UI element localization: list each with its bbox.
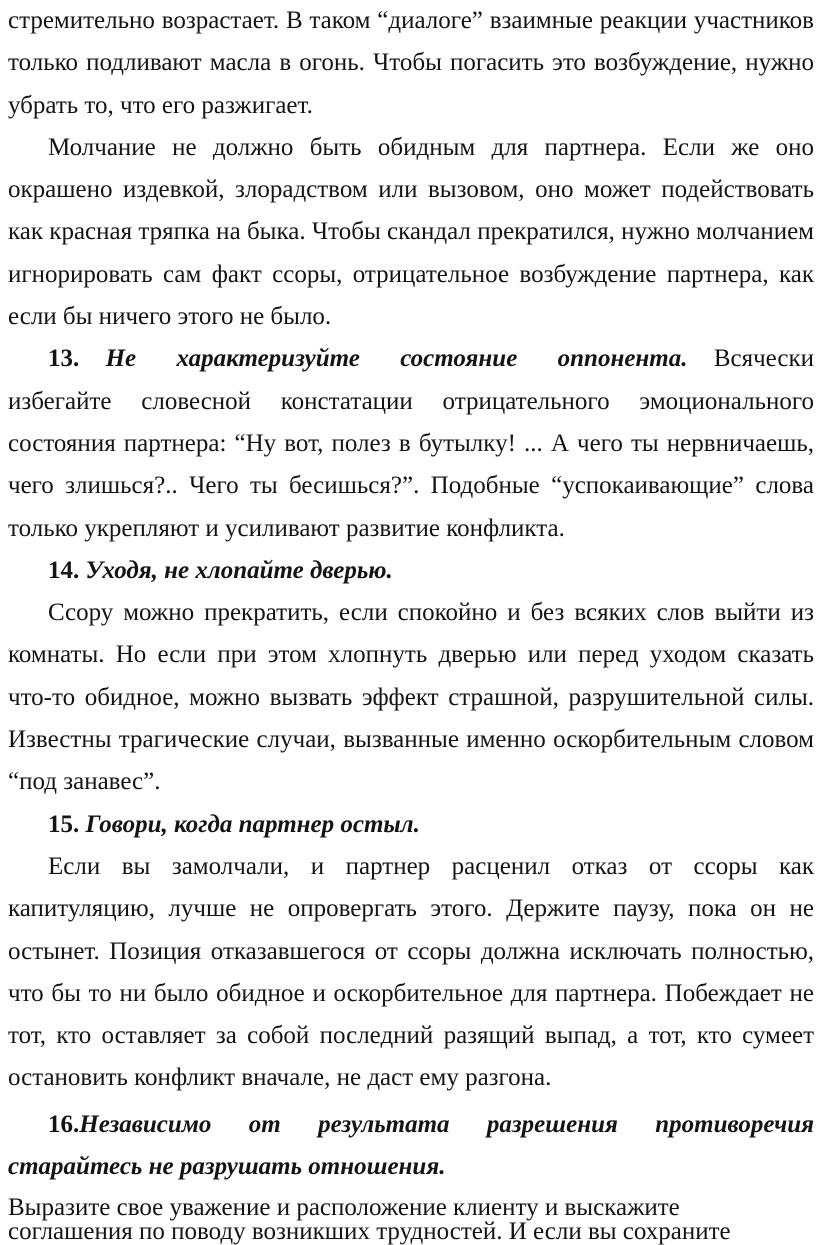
section-16-heading — [0, 1104, 816, 1189]
section-14-title: Уходя, не хлопайте дверью. — [85, 556, 393, 584]
closing-paragraph: Выразите свое уважение и расположение клиенту и выскажите соглашения по поводу возникших трудностей. И если вы сохраните — [8, 1194, 731, 1245]
paragraph-silence: Молчание не должно быть обидным для партнера. Если же оно окрашено издевкой, злорадством или вызовом, оно может подействовать как красная тряпка на быка. Чтобы скандал прекратился, нужно молчанием игнорировать сам факт ссоры, отрицательное возбуждение партнера, как если бы ничего этого не было. — [8, 133, 814, 331]
paragraph-continuation: стремительно возрастает. В таком “диалоге” взаимные реакции участников только подливают масла в огонь. Чтобы погасить это возбуждение, нужно убрать то, что его разжигает. — [8, 7, 814, 119]
section-13-text: Всячески избегайте словесной констатации отрицательного эмоционального состояния партнера: “Ну вот, полез в бутылку! ... А чего ты нервничаешь, чего злишься?.. Чего ты бесишься?”. Подобные “успокаивающие” слова только укрепляют и усиливают развитие конфликта. — [8, 345, 815, 542]
section-14-number: 14. — [48, 556, 80, 584]
section-16-number: 16. — [48, 1110, 80, 1138]
section-13 — [0, 338, 816, 549]
section-15-text: Если вы замолчали, и партнер расценил отказ от ссоры как капитуляцию, лучше не опровергать этого. Держите паузу, пока он не остынет. Позиция отказавшегося от ссоры должна исключать полностью, что бы то ни было обидное и оскорбительное для партнера. Побеждает не тот, кто оставляет за собой последний разящий выпад, а тот, кто сумеет остановить конфликт вначале, не даст ему разгона. — [8, 852, 814, 1092]
section-15-number: 15. — [48, 810, 80, 838]
section-14-heading — [0, 550, 816, 592]
section-15-title: Говори, когда партнер остыл. — [85, 810, 420, 838]
section-15-heading — [0, 804, 816, 846]
section-13-title: Не характеризуйте состояние оппонента. — [105, 345, 688, 373]
section-13-number: 13. — [48, 345, 80, 373]
section-14-text: Ссору можно прекратить, если спокойно и без всяких слов выйти из комнаты. Но если при этом хлопнуть дверью или перед уходом сказать что-то обидное, можно вызвать эффект страшной, разрушительной силы. Известны трагические случаи, вызванные именно оскорбительным словом “под занавес”. — [8, 599, 814, 796]
section-16-title: Независимо от результата разрешения противоречия старайтесь не разрушать отношения. — [8, 1110, 814, 1181]
